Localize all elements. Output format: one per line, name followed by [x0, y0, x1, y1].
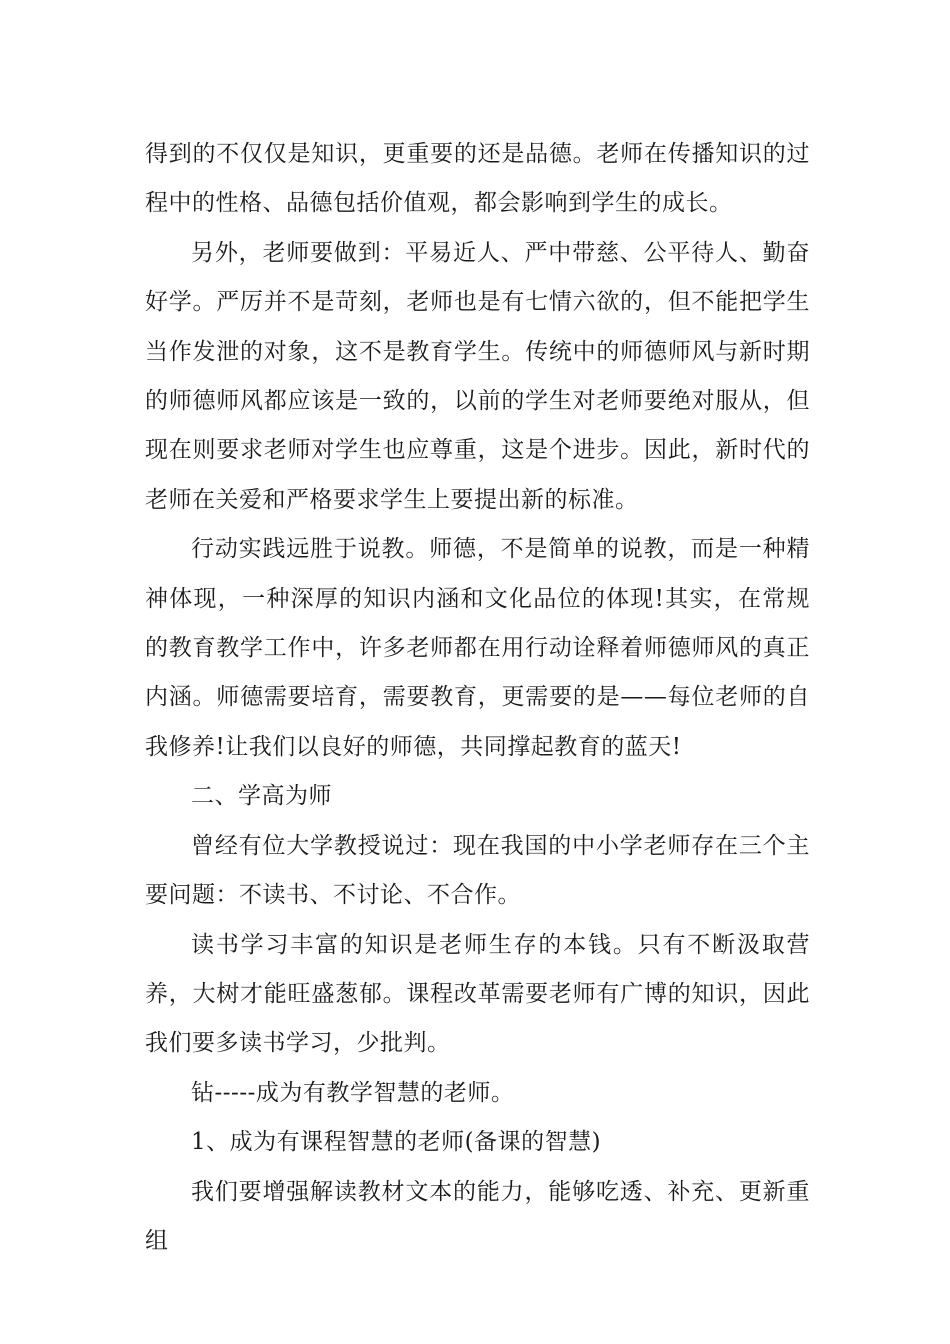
paragraph-5: 曾经有位大学教授说过：现在我国的中小学老师存在三个主要问题：不读书、不讨论、不合作。 — [145, 832, 810, 909]
paragraph-7: 钻-----成为有教学智慧的老师。 — [191, 1079, 515, 1106]
paragraph-6: 读书学习丰富的知识是老师生存的本钱。只有不断汲取营养，大树才能旺盛葱郁。课程改革需要老师有广博的知识，因此我们要多读书学习，少批判。 — [145, 931, 810, 1057]
paragraph-9: 我们要增强解读教材文本的能力，能够吃透、补充、更新重组 — [145, 1178, 810, 1254]
paragraph-2: 另外，老师要做到：平易近人、严中带慈、公平待人、勤奋好学。严厉并不是苛刻，老师也是有七情六欲的，但不能把学生当作发泄的对象，这不是教育学生。传统中的师德师风与新时期的师德师风都应该是一致的，以前的学生对老师要绝对服从，但现在则要求老师对学生也应尊重，这是个进步。因此，新时代的老师在关爱和严格要求学生上要提出新的标准。 — [145, 239, 810, 513]
subsection-heading: 1、成为有课程智慧的老师(备课的智慧) — [191, 1129, 602, 1156]
paragraph-1: 得到的不仅仅是知识，更重要的还是品德。老师在传播知识的过程中的性格、品德包括价值观，都会影响到学生的成长。 — [145, 141, 810, 217]
paragraph-3: 行动实践远胜于说教。师德，不是简单的说教，而是一种精神体现，一种深厚的知识内涵和文化品位的体现!其实，在常规的教育教学工作中，许多老师都在用行动诠释着师德师风的真正内涵。师德需要培育，需要教育，更需要的是——每位老师的自我修养!让我们以良好的师德，共同撑起教育的蓝天! — [145, 536, 810, 760]
section-heading: 二、学高为师 — [191, 783, 332, 810]
